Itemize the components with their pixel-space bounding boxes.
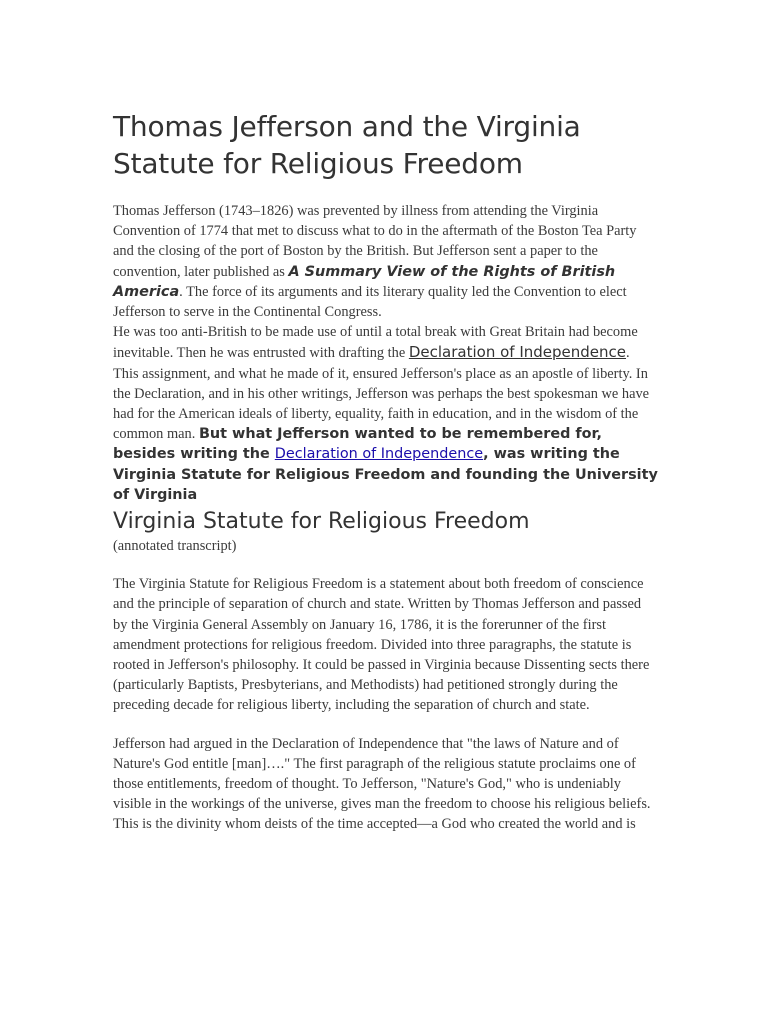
paragraph-text: . The force of its arguments and its literary quality led the Convention to elect Jefferson to serve in the Continental Congress. — [113, 283, 627, 321]
paragraph-text: Thomas Jefferson (1743–1826) was prevented by illness from attending the Virginia Convention of 1774 that met to discuss what to do in the aftermath of the Boston Tea Party and the closing of the port of Boston by the British. But Jefferson sent a paper to the convention, later published as — [113, 203, 637, 280]
paragraph-summary-view — [113, 201, 658, 322]
annotated-transcript-note: (annotated transcript) — [113, 538, 237, 555]
document-page — [113, 108, 658, 853]
paragraph-statute-overview: The Virginia Statute for Religious Freedom is a statement about both freedom of conscience and the principle of separation of church and state. Written by Thomas Jefferson and passed by the Virginia General Assembly on January 16, 1786, it is the forerunner of the first amendment protections for religious freedom. Divided into three paragraphs, the statute is rooted in Jefferson's philosophy. It could be passed in Virginia because Dissenting sects there (particularly Baptists, Presbyterians, and Methodists) had petitioned strongly during the preceding decade for religious liberty, including the separation of church and state. — [113, 576, 650, 714]
paragraph-declaration — [113, 322, 658, 505]
declaration-link[interactable]: Declaration of Independence — [408, 343, 627, 362]
paragraph-text: He was too anti-British to be made use of until a total break with Great Britain had become inevitable. Then he was entrusted with drafting the — [113, 324, 638, 362]
page-title: Thomas Jefferson and the Virginia Statute for Religious Freedom — [113, 110, 581, 180]
summary-view-title: A Summary View of the Rights of British America — [113, 263, 616, 300]
bold-text: , was writing the Virginia Statute for Religious Freedom and founding the University of Virginia — [113, 446, 658, 503]
section-heading: Virginia Statute for Religious Freedom — [113, 509, 530, 535]
declaration-of-independence-link[interactable]: Declaration of Independence — [274, 446, 484, 463]
paragraph-laws-of-nature: Jefferson had argued in the Declaration of Independence that "the laws of Nature and of Nature's God entitle [man]…." The first paragraph of the religious statute proclaims one of those entitlements, freedom of thought. To Jefferson, "Nature's God," who is undeniably visible in the workings of the universe, gives man the freedom to choose his religious beliefs. This is the divinity whom deists of the time accepted—a God who created the world and is — [113, 735, 651, 833]
bold-text: But what Jefferson wanted to be remembered for, besides writing the — [113, 426, 602, 463]
paragraph-text: . This assignment, and what he made of it, ensured Jefferson's place as an apostle of liberty. In the Declaration, and in his other writings, Jefferson was perhaps the best spokesman we have had for the American ideals of liberty, equality, faith in education, and in the wisdom of the common man. — [113, 345, 650, 443]
